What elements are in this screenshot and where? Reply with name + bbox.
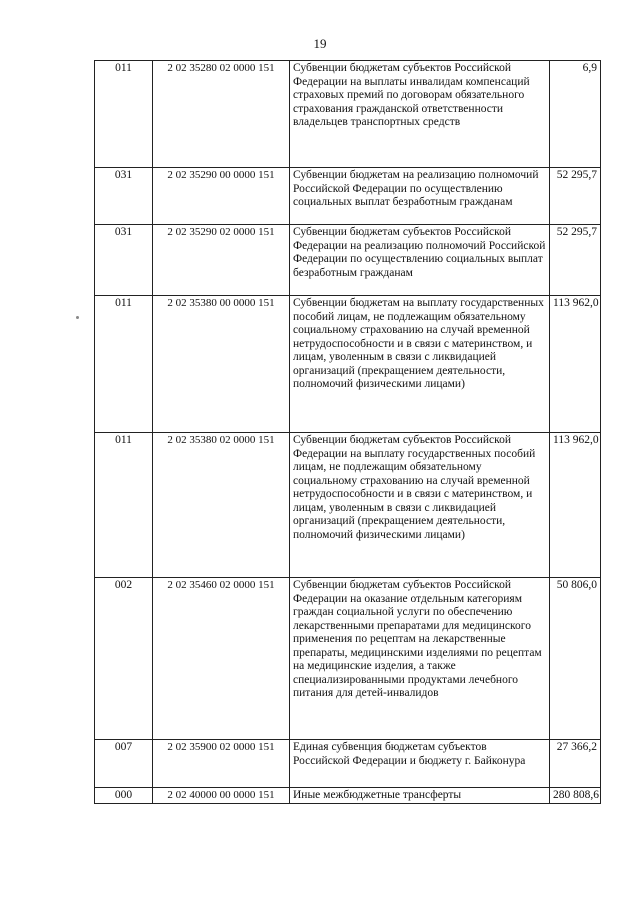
- admin-code: 002: [95, 578, 153, 740]
- table-row: [95, 578, 601, 740]
- budget-classification-code: 2 02 35290 02 0000 151: [153, 225, 290, 296]
- amount: 50 806,0: [550, 578, 601, 740]
- budget-classification-code: 2 02 35380 00 0000 151: [153, 296, 290, 433]
- admin-code: 000: [95, 788, 153, 804]
- table-row: [95, 225, 601, 296]
- table-row: [95, 61, 601, 168]
- revenue-name: Единая субвенция бюджетам субъектов Российской Федерации и бюджету г. Байконура: [290, 740, 550, 788]
- admin-code: 011: [95, 61, 153, 168]
- budget-classification-code: 2 02 40000 00 0000 151: [153, 788, 290, 804]
- amount: 113 962,0: [550, 433, 601, 578]
- budget-classification-code: 2 02 35290 00 0000 151: [153, 168, 290, 225]
- table-row: [95, 168, 601, 225]
- revenue-name: Субвенции бюджетам субъектов Российской Федерации на реализацию полномочий Российской Федерации по осуществлению социальных выплат безработным гражданам: [290, 225, 550, 296]
- revenue-name: Иные межбюджетные трансферты: [290, 788, 550, 804]
- admin-code: 007: [95, 740, 153, 788]
- admin-code: 031: [95, 168, 153, 225]
- admin-code: 011: [95, 433, 153, 578]
- budget-classification-code: 2 02 35380 02 0000 151: [153, 433, 290, 578]
- page-number: 19: [313, 36, 327, 51]
- table-row: [95, 296, 601, 433]
- revenue-name: Субвенции бюджетам субъектов Российской Федерации на выплаты инвалидам компенсаций страховых премий по договорам обязательного страхования гражданской ответственности владельцев транспортных средств: [290, 61, 550, 168]
- table-row: [95, 433, 601, 578]
- amount: 280 808,6: [550, 788, 601, 804]
- budget-classification-code: 2 02 35900 02 0000 151: [153, 740, 290, 788]
- budget-classification-code: 2 02 35460 02 0000 151: [153, 578, 290, 740]
- amount: 52 295,7: [550, 168, 601, 225]
- revenue-name: Субвенции бюджетам субъектов Российской Федерации на оказание отдельным категориям граждан социальной услуги по обеспечению лекарственными препаратами для медицинского применения по рецептам на лекарственные препараты, медицинскими изделиями по рецептам на медицинские изделия, а также специализированными продуктами лечебного питания для детей-инвалидов: [290, 578, 550, 740]
- budget-table: [94, 60, 601, 804]
- revenue-name: Субвенции бюджетам на реализацию полномочий Российской Федерации по осуществлению социальных выплат безработным гражданам: [290, 168, 550, 225]
- admin-code: 011: [95, 296, 153, 433]
- admin-code: 031: [95, 225, 153, 296]
- table-row: [95, 788, 601, 804]
- budget-classification-code: 2 02 35280 02 0000 151: [153, 61, 290, 168]
- amount: 52 295,7: [550, 225, 601, 296]
- amount: 6,9: [550, 61, 601, 168]
- amount: 27 366,2: [550, 740, 601, 788]
- amount: 113 962,0: [550, 296, 601, 433]
- revenue-name: Субвенции бюджетам на выплату государственных пособий лицам, не подлежащим обязательному социальному страхованию на случай временной нетрудоспособности и в связи с материнством, и лицам, уволенным в связи с ликвидацией организаций (прекращением деятельности, полномочий физическими лицами): [290, 296, 550, 433]
- scan-speck: [76, 316, 79, 319]
- revenue-name: Субвенции бюджетам субъектов Российской Федерации на выплату государственных пособий лицам, не подлежащим обязательному социальному страхованию на случай временной нетрудоспособности и в связи с материнством, и лицам, уволенным в связи с ликвидацией организаций (прекращением деятельности, полномочий физическими лицами): [290, 433, 550, 578]
- table-row: [95, 740, 601, 788]
